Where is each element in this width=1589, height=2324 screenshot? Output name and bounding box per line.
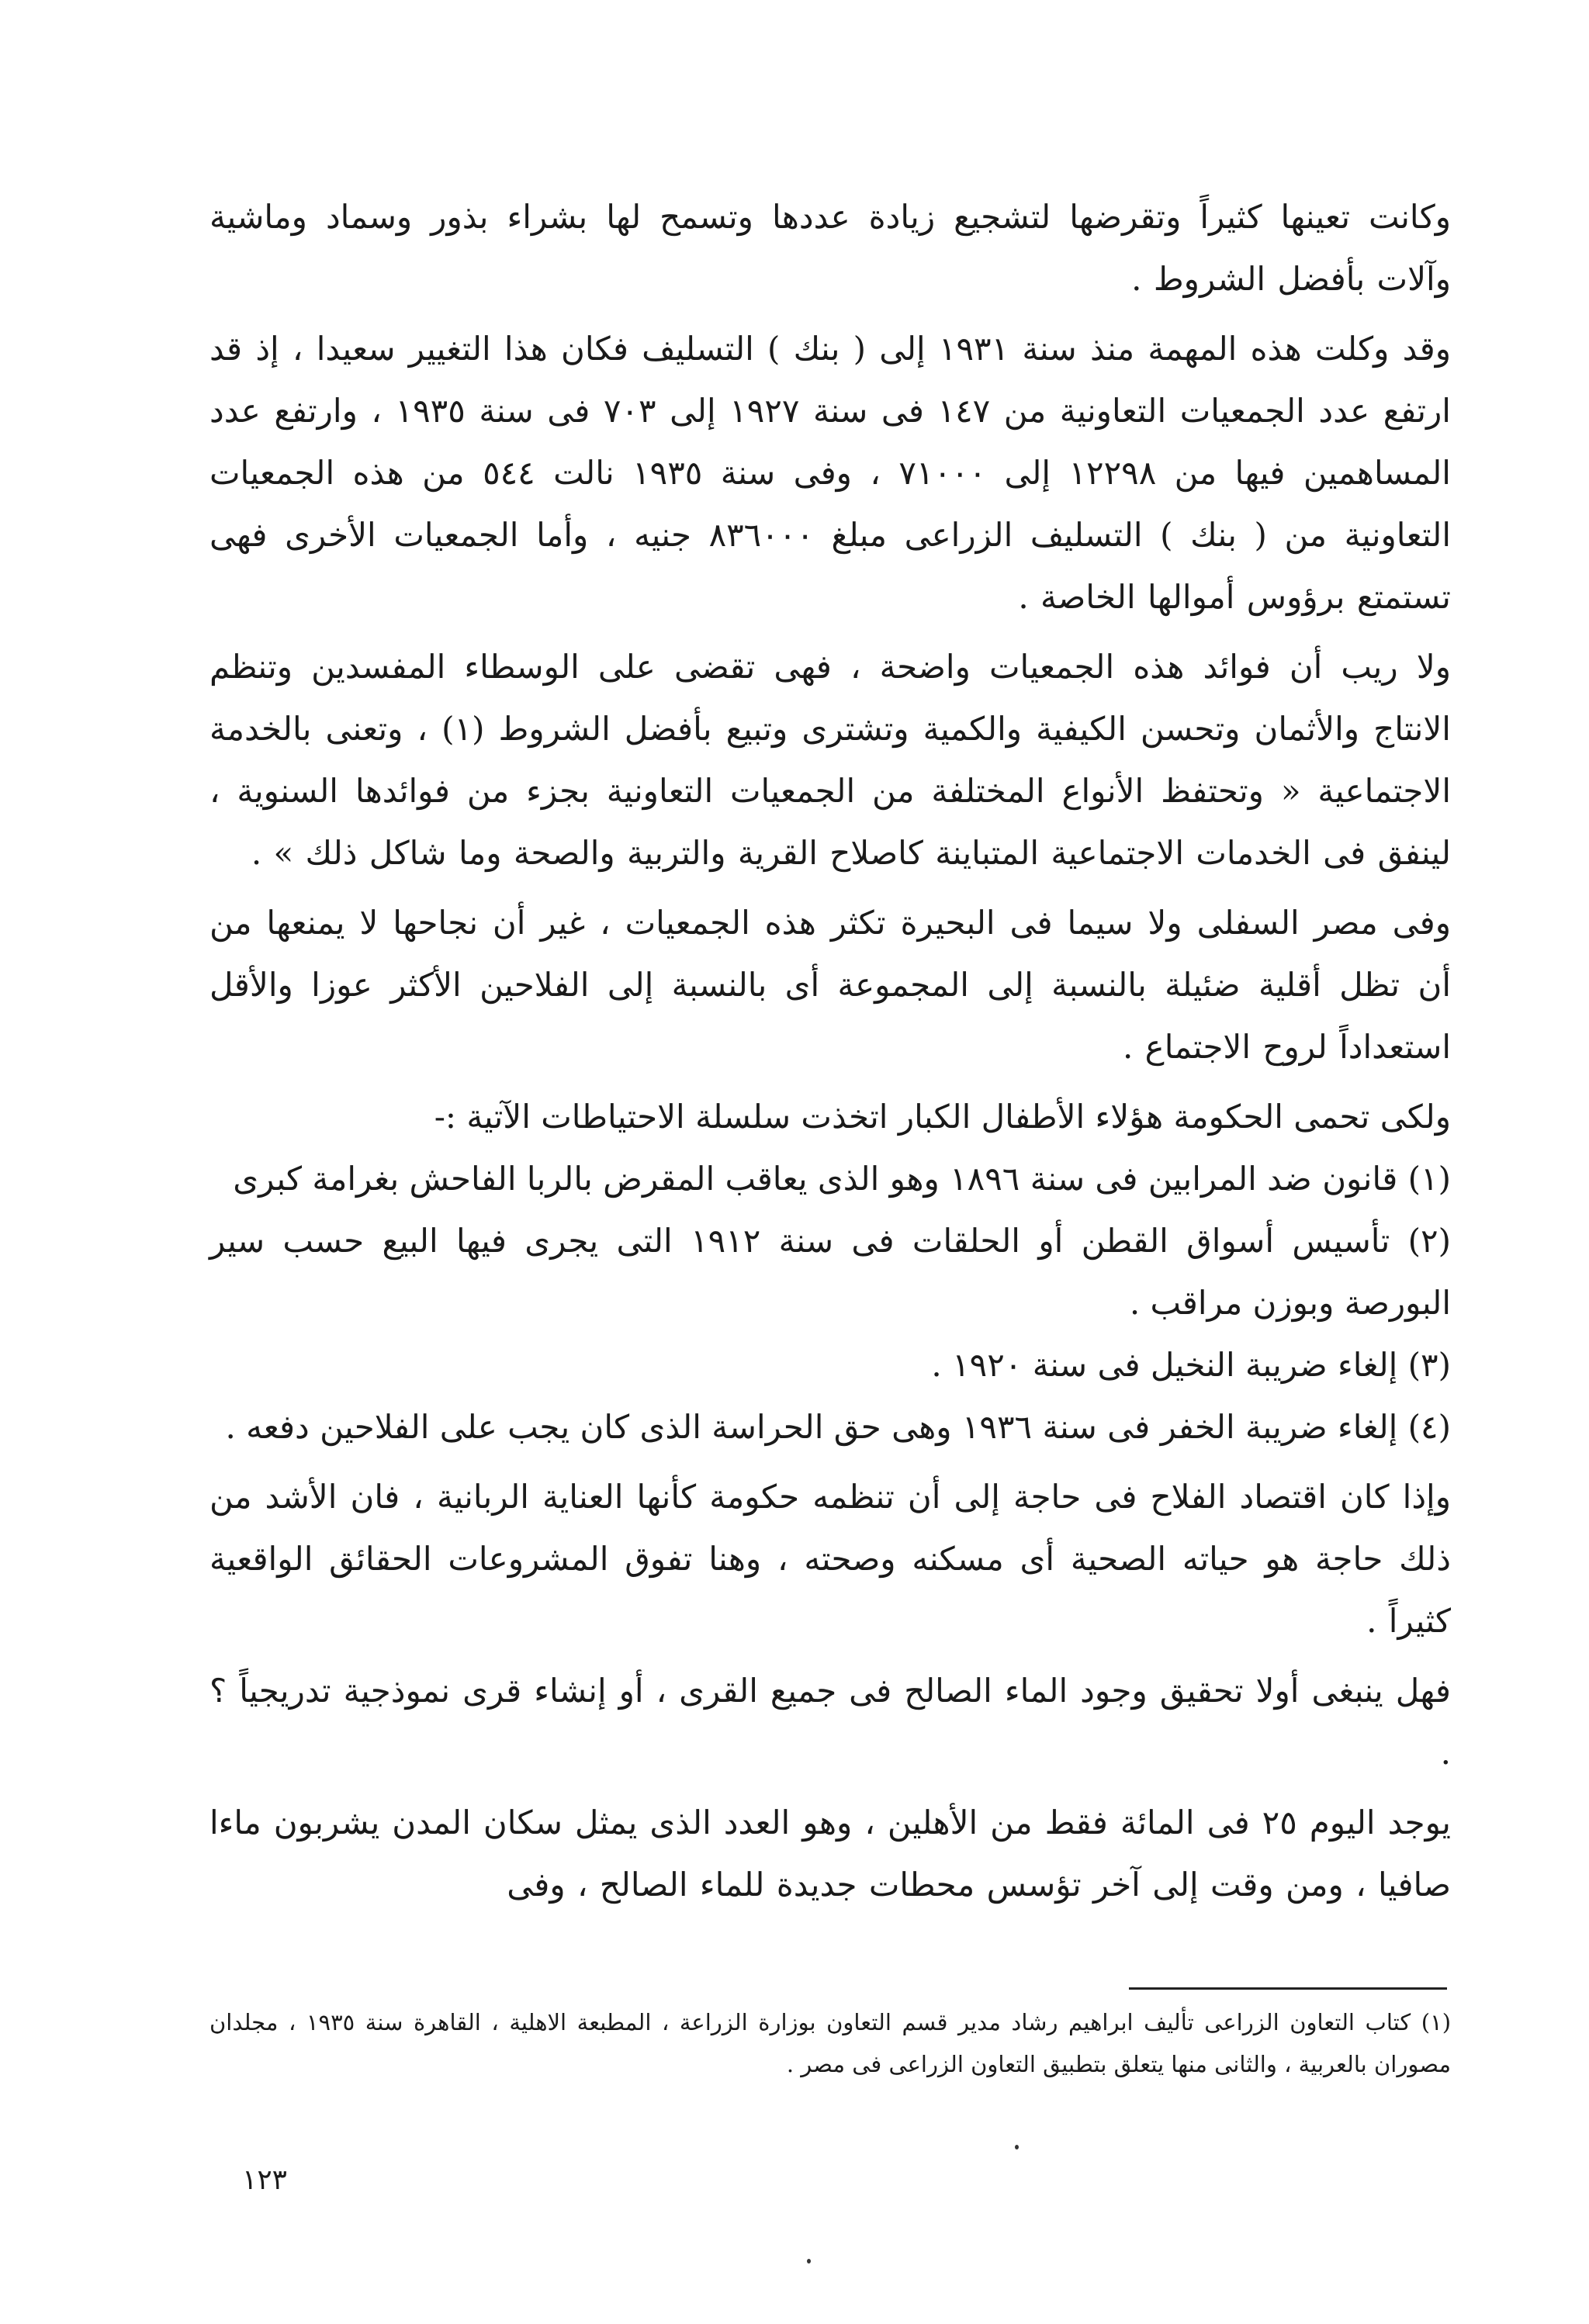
list-item: (٢) تأسيس أسواق القطن أو الحلقات فى سنة ١٩١٢ التى يجرى فيها البيع حسب سير البورصة وبوزن مراقب . <box>209 1222 1451 1322</box>
page-body <box>209 186 1451 1924</box>
scan-speck <box>807 2259 811 2263</box>
paragraph: وقد وكلت هذه المهمة منذ سنة ١٩٣١ إلى ( بنك ) التسليف فكان هذا التغيير سعيدا ، إذ قد ارتفع عدد الجمعيات التعاونية من ١٤٧ فى سنة ١٩٢٧ إلى ٧٠٣ فى سنة ١٩٣٥ ، وارتفع عدد المساهمين فيها من ١٢٢٩٨ إلى ٧١٠٠٠ ، وفى سنة ١٩٣٥ نالت ٥٤٤ من هذه الجمعيات التعاونية من ( بنك ) التسليف الزراعى مبلغ ٨٣٦٠٠٠ جنيه ، وأما الجمعيات الأخرى فهى تستمتع برؤوس أموالها الخاصة . <box>209 330 1451 616</box>
paragraph: وكانت تعينها كثيراً وتقرضها لتشجيع زيادة عددها وتسمح لها بشراء بذور وسماد وماشية وآلات بأفضل الشروط . <box>209 198 1451 298</box>
list-item: (٤) إلغاء ضريبة الخفر فى سنة ١٩٣٦ وهى حق الحراسة الذى كان يجب على الفلاحين دفعه . <box>225 1408 1451 1446</box>
paragraph: ولا ريب أن فوائد هذه الجمعيات واضحة ، فهى تقضى على الوسطاء المفسدين وتنظم الانتاج والأثمان وتحسن الكيفية والكمية وتشترى وتبيع بأفضل الشروط (١) ، وتعنى بالخدمة الاجتماعية « وتحتفظ الأنواع المختلفة من الجمعيات التعاونية بجزء من فوائدها السنوية ، لينفق فى الخدمات الاجتماعية المتباينة كاصلاح القرية والتربية والصحة وما شاكل ذلك » . <box>209 648 1451 872</box>
paragraph: يوجد اليوم ٢٥ فى المائة فقط من الأهلين ، وهو العدد الذى يمثل سكان المدن يشربون ماءا صافيا ، ومن وقت إلى آخر تؤسس محطات جديدة للماء الصالح ، وفى <box>209 1804 1451 1904</box>
list-intro: ولكى تحمى الحكومة هؤلاء الأطفال الكبار اتخذت سلسلة الاحتياطات الآتية :- <box>434 1098 1451 1136</box>
paragraph: وفى مصر السفلى ولا سيما فى البحيرة تكثر هذه الجمعيات ، غير أن نجاحها لا يمنعها من أن تظل أقلية ضئيلة بالنسبة إلى المجموعة أى بالنسبة إلى الفلاحين الأكثر عوزا والأقل استعداداً لروح الاجتماع . <box>209 904 1451 1066</box>
list-item: (١) قانون ضد المرابين فى سنة ١٨٩٦ وهو الذى يعاقب المقرض بالربا الفاحش بغرامة كبرى <box>233 1160 1451 1198</box>
footnotes <box>209 2001 1451 2085</box>
list-item: (٣) إلغاء ضريبة النخيل فى سنة ١٩٢٠ . <box>931 1346 1451 1384</box>
paragraph: وإذا كان اقتصاد الفلاح فى حاجة إلى أن تنظمه حكومة كأنها العناية الربانية ، فان الأشد من ذلك حاجة هو حياته الصحية أى مسكنه وصحته ، وهنا تفوق المشروعات الحقائق الواقعية كثيراً . <box>209 1478 1451 1640</box>
paragraph: فهل ينبغى أولا تحقيق وجود الماء الصالح فى جميع القرى ، أو إنشاء قرى نموذجية تدريجياً ؟ . <box>209 1672 1451 1772</box>
footnote: (١) كتاب التعاون الزراعى تأليف ابراهيم رشاد مدير قسم التعاون بوزارة الزراعة ، المطبعة الاهلية ، القاهرة سنة ١٩٣٥ ، مجلدان مصوران بالعربية ، والثانى منها يتعلق بتطبيق التعاون الزراعى فى مصر . <box>209 2009 1452 2077</box>
page-number: ١٢٣ <box>242 2164 288 2196</box>
footnote-divider <box>1129 1987 1447 1990</box>
scan-speck <box>1015 2145 1019 2149</box>
